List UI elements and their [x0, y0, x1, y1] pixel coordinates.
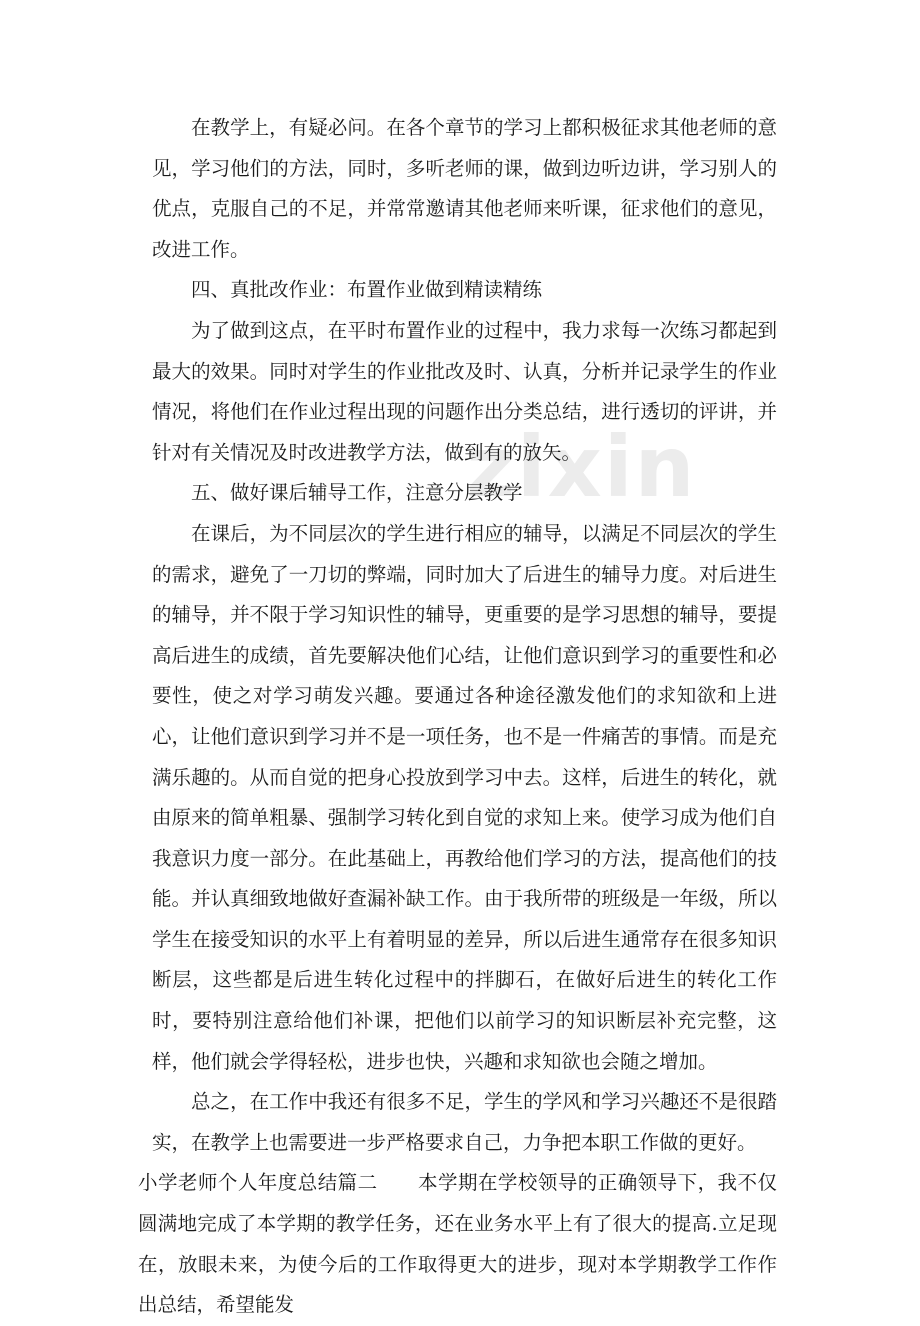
paragraph-teaching: 在教学上，有疑必问。在各个章节的学习上都积极征求其他老师的意见，学习他们的方法，同时，多听老师的课，做到边听边讲，学习别人的优点，克服自己的不足，并常常邀请其他老师来听课，征求他们的意见，改进工作。 [152, 116, 777, 261]
paragraph-section-two [138, 1163, 777, 1325]
heading-homework: 四、真批改作业：布置作业做到精读精练 [191, 278, 543, 302]
heading-tutoring: 五、做好课后辅导工作，注意分层教学 [191, 481, 523, 505]
paragraph-homework: 为了做到这点，在平时布置作业的过程中，我力求每一次练习都起到最大的效果。同时对学生的作业批改及时、认真，分析并记录学生的作业情况，将他们在作业过程出现的问题作出分类总结，进行透切的评讲，并针对有关情况及时改进教学方法，做到有的放矢。 [152, 318, 777, 464]
document-body [138, 108, 777, 1326]
section-intro: 本学期在学校领导的正确领导下，我不仅圆满地完成了本学期的教学任务，还在业务水平上有了很大的提高.立足现在，放眼未来，为使今后的工作取得更大的进步，现对本学期教学工作作出总结，希望能发 [138, 1171, 777, 1317]
paragraph-tutoring: 在课后，为不同层次的学生进行相应的辅导，以满足不同层次的学生的需求，避免了一刀切的弊端，同时加大了后进生的辅导力度。对后进生的辅导，并不限于学习知识性的辅导，更重要的是学习思想的辅导，要提高后进生的成绩，首先要解决他们心结，让他们意识到学习的重要性和必要性，使之对学习萌发兴趣。要通过各种途径激发他们的求知欲和上进心，让他们意识到学习并不是一项任务，也不是一件痛苦的事情。而是充满乐趣的。从而自觉的把身心投放到学习中去。这样，后进生的转化，就由原来的简单粗暴、强制学习转化到自觉的求知上来。使学习成为他们自我意识力度一部分。在此基础上，再教给他们学习的方法，提高他们的技能。并认真细致地做好查漏补缺工作。由于我所带的班级是一年级，所以学生在接受知识的水平上有着明显的差异，所以后进生通常存在很多知识断层，这些都是后进生转化过程中的拌脚石，在做好后进生的转化工作时，要特别注意给他们补课，把他们以前学习的知识断层补充完整，这样，他们就会学得轻松，进步也快，兴趣和求知欲也会随之增加。 [152, 521, 777, 1073]
section-title: 小学老师个人年度总结篇二 [138, 1171, 378, 1195]
watermark: zixin [466, 418, 697, 516]
paragraph-conclusion: 总之，在工作中我还有很多不足，学生的学风和学习兴趣还不是很踏实，在教学上也需要进一步严格要求自己，力争把本职工作做的更好。 [152, 1090, 777, 1154]
